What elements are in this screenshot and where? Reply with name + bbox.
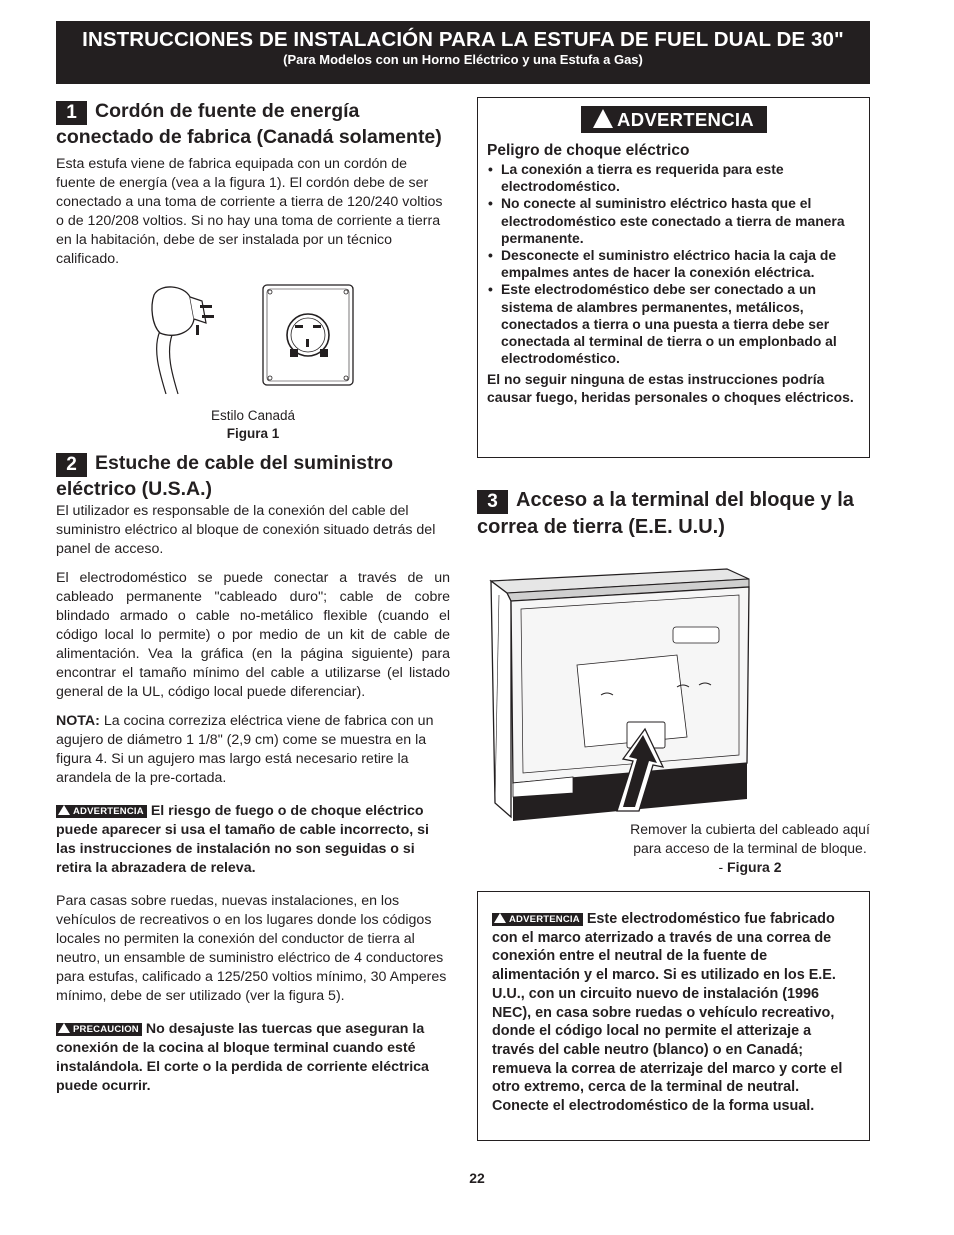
- warning-badge-label: ADVERTENCIA: [73, 806, 144, 817]
- section-2-number: 2: [56, 453, 87, 477]
- warning-badge: [56, 805, 147, 818]
- ground-strap-warning: [492, 910, 857, 1116]
- section-3-number: 3: [477, 490, 508, 514]
- warning-box-title-label: ADVERTENCIA: [617, 109, 754, 130]
- canada-plug-receptacle-illustration: [56, 279, 450, 404]
- section-2-paragraph-1: El utilizador es responsable de la conexión del cable del suministro eléctrico al bloque de conexión situado detrás del panel de acceso.: [56, 503, 436, 557]
- figure-2-caption: [630, 820, 870, 877]
- ground-warning-badge: [492, 913, 583, 926]
- section-2-paragraph-3: Para casas sobre ruedas, nuevas instalaciones, en los vehículos de recreativos o en los lugares donde los códigos locales no permiten la conexión del conductor de tierra al neutro, un ensamble de suministro eléctrico de 4 conductores para estufas, calificado a 125/250 voltios mínimo, 30 Amperes mínimo, debe de ser utilizado (ver la figura 5).: [56, 893, 447, 1004]
- ground-warning-text: Este electrodoméstico fue fabricado con el marco aterrizado a través de una correa de conexión entre el neutral de la fuente de alimentación y el marco. Si es utilizado en los E.E. U.U., con un circuito nuevo de instalación (1996 NEC), en casa sobre ruedas o vehículo recreativo, donde el código local no permite el atterizaje a través del cable neutro (blanco) o en Canadá; remueva la correa de aterrizaje del marco y corte el otro extremo, cerca de la terminal de neutral. Conecte el electrodoméstico de la forma usual.: [492, 911, 843, 1115]
- warning-box-title: [581, 106, 767, 133]
- figure-2-caption-text: Remover la cubierta del cableado aquí para acceso de la terminal de bloque. -: [630, 821, 870, 875]
- section-2-warning: [56, 802, 450, 878]
- warning-box-footer: El no seguir ninguna de estas instrucciones podría causar fuego, heridas personales o choques eléctricos.: [487, 371, 854, 406]
- figure-2-label: Figura 2: [727, 859, 782, 875]
- ground-warning-badge-label: ADVERTENCIA: [509, 914, 580, 925]
- caution-badge-label: PRECAUCION: [73, 1024, 139, 1035]
- section-2-paragraph-2: El electrodoméstico se puede conectar a través de un cableado permanente "cableado duro"; cable de cobre blindado armado o cable no-metálico flexible (cuando el código local lo permite) o por medio de un kit de cable de alimentación. Vea la gráfica (en la página siguiente) para encontrar el tamaño mínimo del cable a utilizarse (el listado general de la UL, código local puede diferenciar).: [56, 570, 450, 700]
- note-text: La cocina correziza eléctrica viene de fabrica con un agujero de diámetro 1 1/8" (2,9 cm) come se muestra en la figura 4. Si un agujero mas largo está necesario retire la arandela de la pre-cortada.: [56, 713, 434, 786]
- section-2-heading: [56, 451, 450, 502]
- warning-triangle-icon: [494, 913, 506, 923]
- section-1-title: Cordón de fuente de energía conectado de fabrica (Canadá solamente): [56, 100, 442, 148]
- figure-1: [56, 279, 450, 439]
- section-2-note: [56, 712, 450, 788]
- section-3-title: Acceso a la terminal del bloque y la correa de tierra (E.E. U.U.): [477, 489, 854, 538]
- page-number: 22: [469, 1170, 485, 1186]
- warning-triangle-icon: [593, 109, 613, 128]
- warning-list-item: • Este electrodoméstico debe ser conectado a un sistema de alambres permanentes, metálicos, conectados a tierra o una puesta a tierra debe ser conectada al terminal de tierra o un emplonbado al electrodoméstico.: [487, 281, 860, 367]
- right-column: [477, 97, 870, 1141]
- warning-list: [487, 161, 860, 367]
- left-column: [56, 99, 450, 1096]
- caution-triangle-icon: [58, 1023, 70, 1033]
- warning-text: El riesgo de fuego o de choque eléctrico puede aparecer si usa el tamaño de cable incorrecto, si las instrucciones de instalación no son seguidas o si retira la abrazadera de releva.: [56, 803, 429, 876]
- warning-box-heading: Peligro de choque eléctrico: [487, 142, 690, 159]
- electric-shock-warning-box: [477, 97, 870, 458]
- caution-badge: [56, 1023, 142, 1036]
- section-1-number: 1: [56, 101, 87, 125]
- warning-list-item: • No conecte al suministro eléctrico hasta que el electrodoméstico este conectado a tierra de manera permanente.: [487, 195, 860, 247]
- section-2-caution: [56, 1020, 450, 1096]
- figure-1-label: Figura 1: [226, 426, 280, 441]
- range-rear-illustration: [477, 567, 870, 827]
- warning-triangle-icon: [58, 805, 70, 815]
- section-3-heading: [477, 487, 870, 540]
- figure-2: [477, 567, 870, 879]
- section-1-body: Esta estufa viene de fabrica equipada con un cordón de fuente de energía (vea a la figura 1). El cordón debe de ser conectado a una toma de corriente a tierra de 120/240 voltios o de 120/208 voltios. Si no hay una toma de corriente a tierra en la habitación, debe de ser instalada por un técnico calificado.: [56, 156, 443, 267]
- caution-text: No desajuste las tuercas que aseguran la conexión de la cocina al bloque terminal cuando esté instalándola. El corte o la perdida de corriente eléctrica puede ocurrir.: [56, 1021, 429, 1094]
- warning-list-item: • La conexión a tierra es requerida para este electrodoméstico.: [487, 161, 860, 195]
- page-title: INSTRUCCIONES DE INSTALACIÓN PARA LA ESTUFA DE FUEL DUAL DE 30": [82, 28, 844, 51]
- section-2-title: Estuche de cable del suministro eléctrico (U.S.A.): [56, 452, 394, 500]
- page-header: [56, 21, 870, 84]
- warning-list-item: • Desconecte el suministro eléctrico hacia la caja de empalmes antes de hacer la conexión eléctrica.: [487, 247, 860, 281]
- ground-strap-warning-box: [477, 891, 870, 1141]
- figure-1-caption: Estilo Canadá: [210, 408, 296, 423]
- note-label: NOTA:: [56, 713, 100, 729]
- page-subtitle: (Para Modelos con un Horno Eléctrico y una Estufa a Gas): [283, 52, 643, 67]
- section-1-heading: [56, 99, 450, 150]
